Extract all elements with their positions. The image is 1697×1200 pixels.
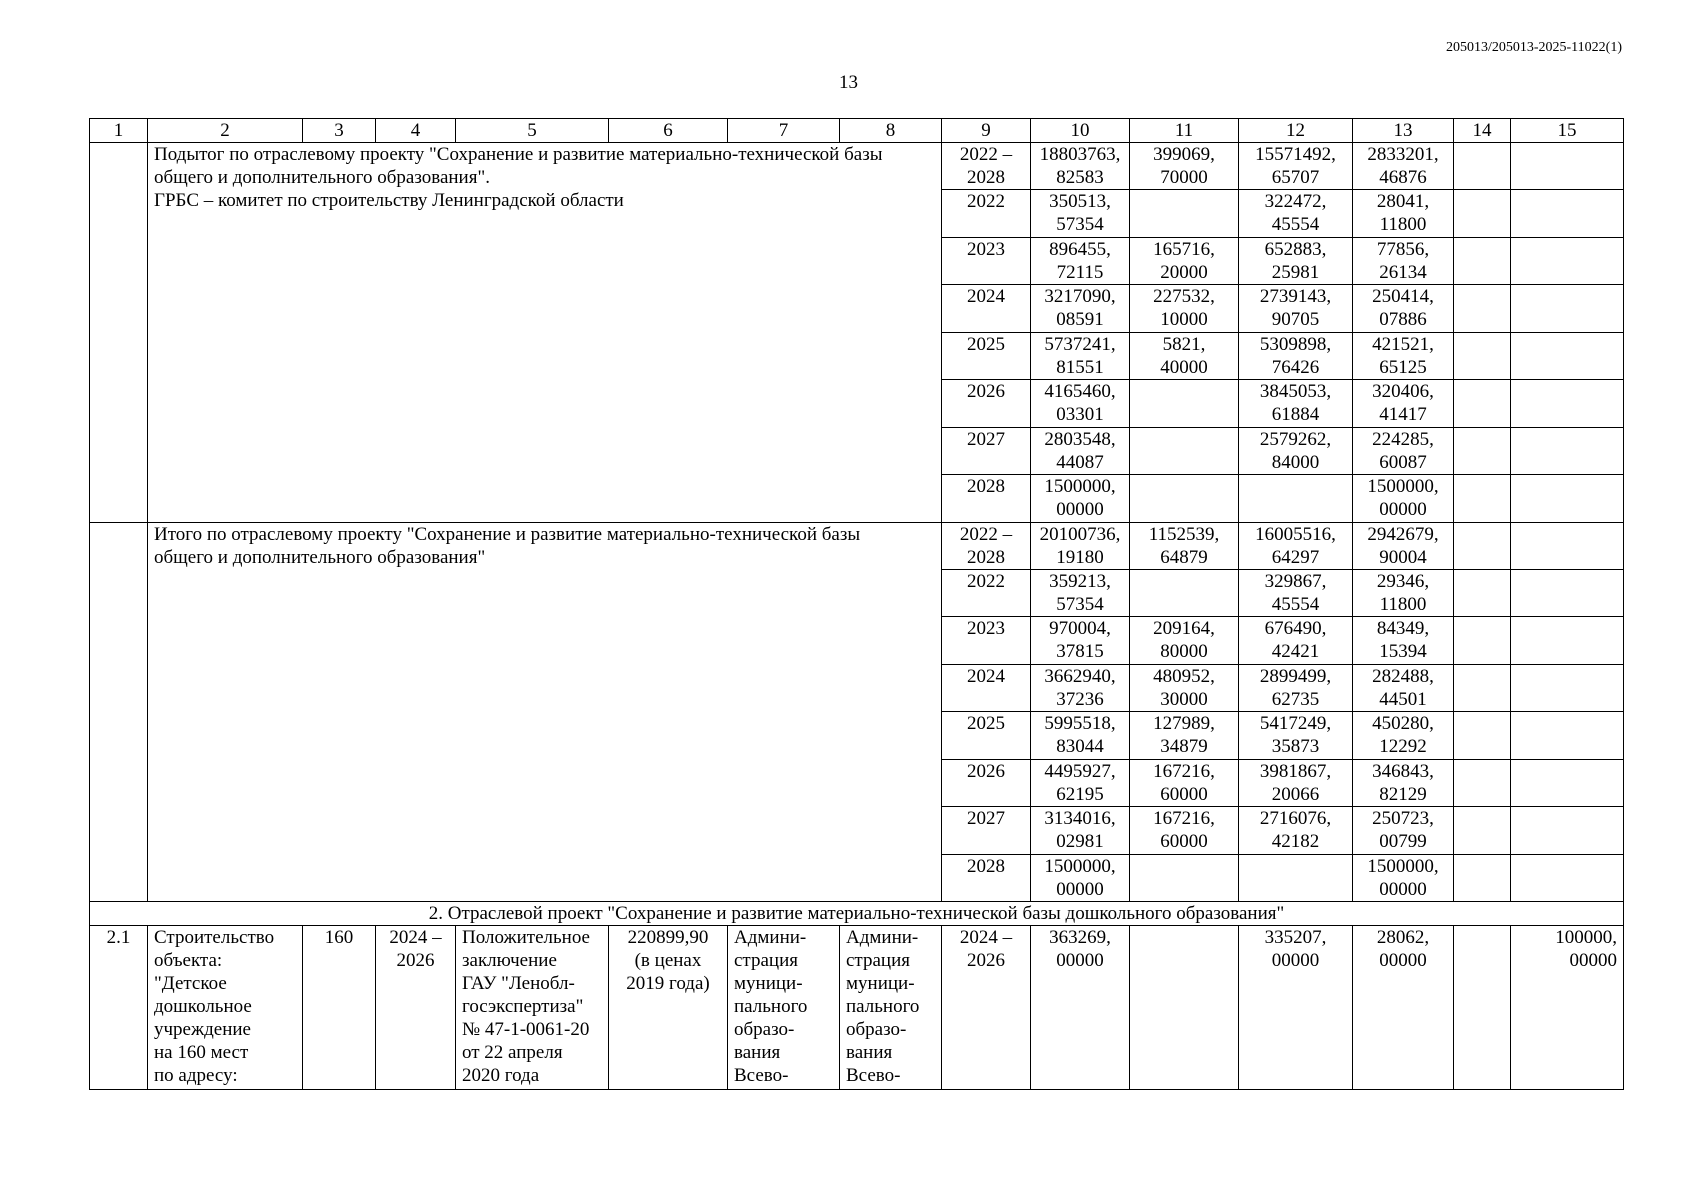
- col-header: 2: [148, 119, 303, 143]
- value-cell-10: 4165460, 03301: [1031, 380, 1130, 427]
- year-cell: 2027: [942, 807, 1031, 854]
- value-cell-13: 84349, 15394: [1353, 617, 1454, 664]
- total-row: [90, 522, 1624, 569]
- table-body: [90, 119, 1624, 1090]
- value-cell-14: [1454, 522, 1511, 569]
- value-cell-13: 28041, 11800: [1353, 190, 1454, 237]
- value-cell-13: 250723, 00799: [1353, 807, 1454, 854]
- item-cell-5: Положительное заключение ГАУ "Ленобл- госэкспертиза" № 47-1-0061-20 от 22 апреля 2020 года: [456, 926, 609, 1090]
- col-header: 10: [1031, 119, 1130, 143]
- value-cell-15: [1511, 427, 1624, 474]
- col-header: 4: [376, 119, 456, 143]
- year-cell: 2025: [942, 712, 1031, 759]
- col-header: 6: [609, 119, 728, 143]
- value-cell-14: [1454, 664, 1511, 711]
- value-cell-13: 1500000, 00000: [1353, 475, 1454, 522]
- value-cell-12: 676490, 42421: [1239, 617, 1353, 664]
- value-cell-13: 250414, 07886: [1353, 285, 1454, 332]
- col-header: 15: [1511, 119, 1624, 143]
- year-cell: 2024: [942, 285, 1031, 332]
- value-cell-11: 209164, 80000: [1130, 617, 1239, 664]
- value-cell-12: 5309898, 76426: [1239, 332, 1353, 379]
- year-cell: 2022 – 2028: [942, 522, 1031, 569]
- value-cell-14: [1454, 285, 1511, 332]
- document-id: 205013/205013-2025-11022(1): [1445, 40, 1622, 55]
- col-header: 9: [942, 119, 1031, 143]
- item-cell-13: 28062, 00000: [1353, 926, 1454, 1090]
- value-cell-14: [1454, 617, 1511, 664]
- value-cell-11: [1130, 854, 1239, 901]
- value-cell-15: [1511, 664, 1624, 711]
- item-cell-1: 2.1: [90, 926, 148, 1090]
- value-cell-10: 1500000, 00000: [1031, 854, 1130, 901]
- value-cell-12: 3981867, 20066: [1239, 759, 1353, 806]
- value-cell-11: [1130, 475, 1239, 522]
- value-cell-14: [1454, 475, 1511, 522]
- value-cell-15: [1511, 285, 1624, 332]
- value-cell-15: [1511, 237, 1624, 284]
- col-header: 3: [303, 119, 376, 143]
- item-row: [90, 926, 1624, 1090]
- year-cell: 2022: [942, 190, 1031, 237]
- value-cell-13: 421521, 65125: [1353, 332, 1454, 379]
- value-cell-11: [1130, 427, 1239, 474]
- year-cell: 2026: [942, 380, 1031, 427]
- item-cell-7: Админи- страция муници- пального образо- вания Всево-: [728, 926, 840, 1090]
- value-cell-10: 3662940, 37236: [1031, 664, 1130, 711]
- value-cell-15: [1511, 190, 1624, 237]
- value-cell-10: 18803763, 82583: [1031, 143, 1130, 190]
- value-cell-10: 350513, 57354: [1031, 190, 1130, 237]
- value-cell-14: [1454, 427, 1511, 474]
- year-cell: 2028: [942, 854, 1031, 901]
- value-cell-10: 3217090, 08591: [1031, 285, 1130, 332]
- budget-table: [89, 118, 1624, 1090]
- item-cell-2: Строительство объекта: "Детское дошкольное учреждение на 160 мест по адресу:: [148, 926, 303, 1090]
- value-cell-12: 2739143, 90705: [1239, 285, 1353, 332]
- value-cell-13: 2833201, 46876: [1353, 143, 1454, 190]
- value-cell-12: 16005516, 64297: [1239, 522, 1353, 569]
- item-cell-8: Админи- страция муници- пального образо- вания Всево-: [840, 926, 942, 1090]
- value-cell-12: 5417249, 35873: [1239, 712, 1353, 759]
- value-cell-12: 2899499, 62735: [1239, 664, 1353, 711]
- subtotal-label: Подытог по отраслевому проекту "Сохранение и развитие материально-технической базы общего и дополнительного образования". ГРБС – комитет по строительству Ленинградской области: [148, 143, 942, 523]
- value-cell-12: [1239, 475, 1353, 522]
- value-cell-13: 346843, 82129: [1353, 759, 1454, 806]
- value-cell-11: 1152539, 64879: [1130, 522, 1239, 569]
- item-cell-12: 335207, 00000: [1239, 926, 1353, 1090]
- value-cell-14: [1454, 190, 1511, 237]
- value-cell-10: 5995518, 83044: [1031, 712, 1130, 759]
- year-cell: 2022 – 2028: [942, 143, 1031, 190]
- value-cell-15: [1511, 807, 1624, 854]
- value-cell-14: [1454, 854, 1511, 901]
- value-cell-11: 480952, 30000: [1130, 664, 1239, 711]
- value-cell-15: [1511, 759, 1624, 806]
- value-cell-11: 399069, 70000: [1130, 143, 1239, 190]
- value-cell-13: 224285, 60087: [1353, 427, 1454, 474]
- value-cell-10: 5737241, 81551: [1031, 332, 1130, 379]
- value-cell-15: [1511, 380, 1624, 427]
- value-cell-14: [1454, 807, 1511, 854]
- value-cell-11: [1130, 569, 1239, 616]
- col-header: 14: [1454, 119, 1511, 143]
- subtotal-row: [90, 143, 1624, 190]
- value-cell-10: 2803548, 44087: [1031, 427, 1130, 474]
- item-cell-4: 2024 – 2026: [376, 926, 456, 1090]
- value-cell-14: [1454, 569, 1511, 616]
- item-cell-15: 100000, 00000: [1511, 926, 1624, 1090]
- value-cell-10: 20100736, 19180: [1031, 522, 1130, 569]
- value-cell-14: [1454, 237, 1511, 284]
- col-header: 5: [456, 119, 609, 143]
- year-cell: 2023: [942, 617, 1031, 664]
- value-cell-10: 896455, 72115: [1031, 237, 1130, 284]
- value-cell-15: [1511, 854, 1624, 901]
- year-cell: 2023: [942, 237, 1031, 284]
- year-cell: 2027: [942, 427, 1031, 474]
- value-cell-13: 320406, 41417: [1353, 380, 1454, 427]
- value-cell-14: [1454, 759, 1511, 806]
- col-header: 13: [1353, 119, 1454, 143]
- value-cell-11: [1130, 190, 1239, 237]
- row-number-cell: [90, 143, 148, 523]
- row-number-cell: [90, 522, 148, 902]
- year-cell: 2022: [942, 569, 1031, 616]
- value-cell-14: [1454, 712, 1511, 759]
- value-cell-13: 282488, 44501: [1353, 664, 1454, 711]
- col-header: 7: [728, 119, 840, 143]
- col-header: 12: [1239, 119, 1353, 143]
- value-cell-11: 167216, 60000: [1130, 759, 1239, 806]
- value-cell-15: [1511, 143, 1624, 190]
- value-cell-15: [1511, 712, 1624, 759]
- item-cell-9: 2024 – 2026: [942, 926, 1031, 1090]
- value-cell-15: [1511, 332, 1624, 379]
- value-cell-11: 227532, 10000: [1130, 285, 1239, 332]
- value-cell-10: 359213, 57354: [1031, 569, 1130, 616]
- value-cell-15: [1511, 617, 1624, 664]
- value-cell-10: 1500000, 00000: [1031, 475, 1130, 522]
- value-cell-13: 1500000, 00000: [1353, 854, 1454, 901]
- col-header: 8: [840, 119, 942, 143]
- value-cell-12: 322472, 45554: [1239, 190, 1353, 237]
- value-cell-12: 2579262, 84000: [1239, 427, 1353, 474]
- value-cell-15: [1511, 475, 1624, 522]
- item-cell-11: [1130, 926, 1239, 1090]
- value-cell-10: 970004, 37815: [1031, 617, 1130, 664]
- item-cell-6: 220899,90 (в ценах 2019 года): [609, 926, 728, 1090]
- section-row: [90, 902, 1624, 926]
- value-cell-13: 2942679, 90004: [1353, 522, 1454, 569]
- value-cell-13: 450280, 12292: [1353, 712, 1454, 759]
- year-cell: 2025: [942, 332, 1031, 379]
- value-cell-11: [1130, 380, 1239, 427]
- value-cell-10: 4495927, 62195: [1031, 759, 1130, 806]
- year-cell: 2026: [942, 759, 1031, 806]
- year-cell: 2024: [942, 664, 1031, 711]
- value-cell-12: 3845053, 61884: [1239, 380, 1353, 427]
- item-cell-14: [1454, 926, 1511, 1090]
- section-title: 2. Отраслевой проект "Сохранение и развитие материально-технической базы дошкольного образования": [90, 902, 1624, 926]
- value-cell-11: 165716, 20000: [1130, 237, 1239, 284]
- value-cell-12: 329867, 45554: [1239, 569, 1353, 616]
- header-row: [90, 119, 1624, 143]
- page-number: 13: [839, 72, 858, 93]
- value-cell-12: 652883, 25981: [1239, 237, 1353, 284]
- value-cell-11: 127989, 34879: [1130, 712, 1239, 759]
- value-cell-13: 77856, 26134: [1353, 237, 1454, 284]
- value-cell-14: [1454, 380, 1511, 427]
- total-label: Итого по отраслевому проекту "Сохранение и развитие материально-технической базы общего и дополнительного образования": [148, 522, 942, 902]
- value-cell-14: [1454, 332, 1511, 379]
- value-cell-12: 2716076, 42182: [1239, 807, 1353, 854]
- item-cell-3: 160: [303, 926, 376, 1090]
- value-cell-15: [1511, 569, 1624, 616]
- value-cell-13: 29346, 11800: [1353, 569, 1454, 616]
- col-header: 11: [1130, 119, 1239, 143]
- col-header: 1: [90, 119, 148, 143]
- value-cell-11: 167216, 60000: [1130, 807, 1239, 854]
- item-cell-10: 363269, 00000: [1031, 926, 1130, 1090]
- year-cell: 2028: [942, 475, 1031, 522]
- value-cell-10: 3134016, 02981: [1031, 807, 1130, 854]
- value-cell-15: [1511, 522, 1624, 569]
- value-cell-12: [1239, 854, 1353, 901]
- value-cell-11: 5821, 40000: [1130, 332, 1239, 379]
- value-cell-14: [1454, 143, 1511, 190]
- value-cell-12: 15571492, 65707: [1239, 143, 1353, 190]
